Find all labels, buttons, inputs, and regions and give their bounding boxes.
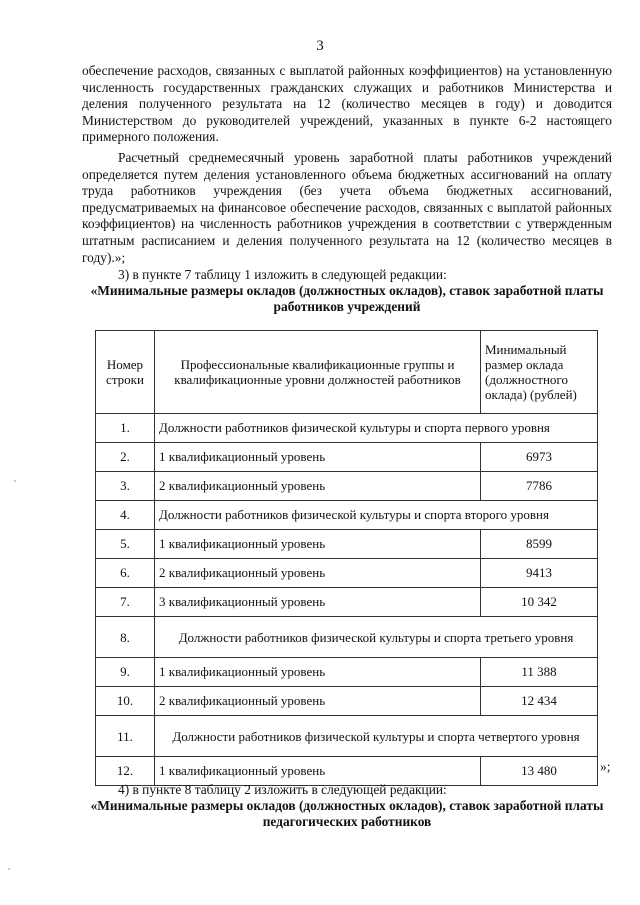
header-minimum-salary: Минимальный размер оклада (должностного оклада) (рублей) xyxy=(481,331,598,414)
salary-value: 8599 xyxy=(481,530,598,559)
salary-value: 7786 xyxy=(481,472,598,501)
row-number: 7. xyxy=(96,588,155,617)
group-title: Должности работников физической культуры и спорта третьего уровня xyxy=(155,617,598,658)
qualification-level: 1 квалификационный уровень xyxy=(155,658,481,687)
salary-value: 13 480 xyxy=(481,757,598,786)
row-number: 2. xyxy=(96,443,155,472)
salary-table xyxy=(95,330,598,786)
qualification-level: 3 квалификационный уровень xyxy=(155,588,481,617)
qualification-level: 2 квалификационный уровень xyxy=(155,472,481,501)
row-number: 11. xyxy=(96,716,155,757)
row-number: 1. xyxy=(96,414,155,443)
row-number: 8. xyxy=(96,617,155,658)
scan-speck xyxy=(8,868,10,870)
salary-value: 11 388 xyxy=(481,658,598,687)
paragraph-amendment-3: 3) в пункте 7 таблицу 1 изложить в следующей редакции: xyxy=(118,267,447,282)
qualification-level: 1 квалификационный уровень xyxy=(155,530,481,559)
table-row xyxy=(96,588,598,617)
table-header-row xyxy=(96,331,598,414)
table-row xyxy=(96,414,598,443)
qualification-level: 1 квалификационный уровень xyxy=(155,443,481,472)
table-row xyxy=(96,617,598,658)
table-1-title: «Минимальные размеры окладов (должностных окладов), ставок заработной платы работников учреждений xyxy=(90,283,604,314)
row-number: 3. xyxy=(96,472,155,501)
table-row xyxy=(96,501,598,530)
table-row xyxy=(96,687,598,716)
qualification-level: 2 квалификационный уровень xyxy=(155,687,481,716)
table-row xyxy=(96,559,598,588)
salary-value: 6973 xyxy=(481,443,598,472)
table-row xyxy=(96,472,598,501)
group-title: Должности работников физической культуры и спорта первого уровня xyxy=(155,414,598,443)
row-number: 4. xyxy=(96,501,155,530)
row-number: 10. xyxy=(96,687,155,716)
qualification-level: 1 квалификационный уровень xyxy=(155,757,481,786)
scan-speck xyxy=(14,480,16,482)
header-row-number: Номер строки xyxy=(96,331,155,414)
table-row xyxy=(96,716,598,757)
paragraph-continuation: обеспечение расходов, связанных с выплатой районных коэффициентов) на установленную численность государственных гражданских служащих и работников Министерства и деления полученного результата на 12 (количество месяцев в году) и доводится Министерством до руководителей учреждений, указанных в пункте 6-2 настоящего примерного положения. xyxy=(82,63,612,145)
row-number: 12. xyxy=(96,757,155,786)
table-2-title: «Минимальные размеры окладов (должностных окладов), ставок заработной платы педагогических работников xyxy=(90,798,604,829)
qualification-level: 2 квалификационный уровень xyxy=(155,559,481,588)
header-qualification-groups: Профессиональные квалификационные группы и квалификационные уровни должностей работников xyxy=(155,331,481,414)
group-title: Должности работников физической культуры и спорта второго уровня xyxy=(155,501,598,530)
paragraph-amendment-4: 4) в пункте 8 таблицу 2 изложить в следующей редакции: xyxy=(118,782,447,797)
group-title: Должности работников физической культуры и спорта четвертого уровня xyxy=(155,716,598,757)
table-closing-quote: »; xyxy=(600,759,611,774)
page-number: 3 xyxy=(316,38,324,54)
table-row xyxy=(96,530,598,559)
salary-value: 9413 xyxy=(481,559,598,588)
salary-value: 10 342 xyxy=(481,588,598,617)
row-number: 5. xyxy=(96,530,155,559)
salary-value: 12 434 xyxy=(481,687,598,716)
row-number: 6. xyxy=(96,559,155,588)
table-row xyxy=(96,658,598,687)
table-row xyxy=(96,443,598,472)
paragraph-salary-calculation: Расчетный среднемесячный уровень заработной платы работников учреждений определяется путем деления установленного объема бюджетных ассигнований на оплату труда работников учреждения (без учета объема бюджетных ассигнований, предусматриваемых на финансовое обеспечение расходов, связанных с выплатой районных коэффициентов) на численность работников учреждения в соответствии с утвержденным штатным расписанием и деления полученного результата на 12 (количество месяцев в году).»; xyxy=(82,150,612,265)
row-number: 9. xyxy=(96,658,155,687)
